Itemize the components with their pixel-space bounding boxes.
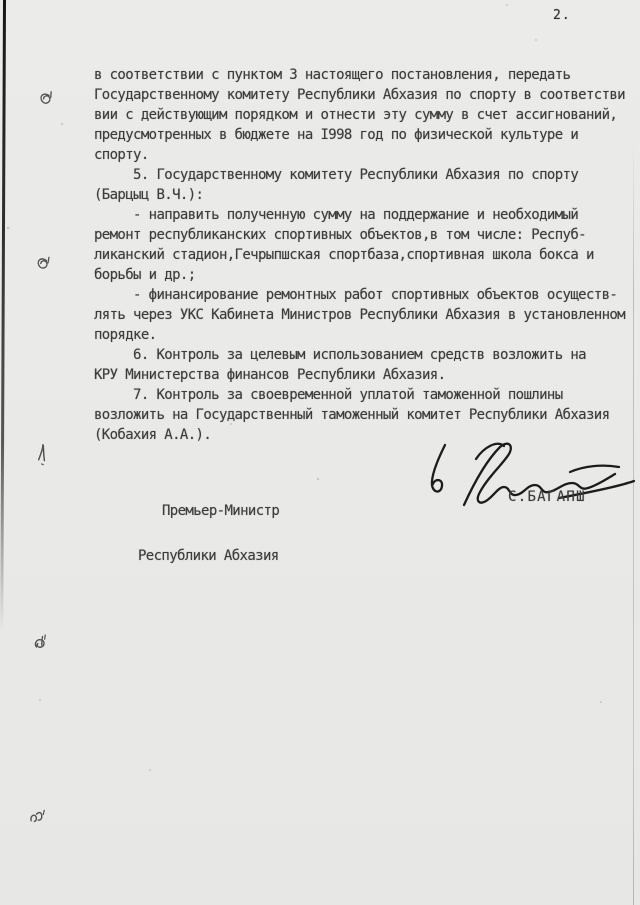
page-number: 2. <box>553 8 571 23</box>
signatory-title-line1: Премьер-Министр <box>162 503 280 519</box>
document-line: вии с действующим порядком и отнести эту сумму в счет ассигнований, <box>94 107 618 123</box>
document-line: - финансирование ремонтных работ спортивных объектов осуществ- <box>94 287 618 303</box>
document-line: спорту. <box>94 147 149 163</box>
document-line: 6. Контроль за целевым использованием средств возложить на <box>94 347 586 363</box>
document-line: предусмотренных в бюджете на I998 год по физической культуре и <box>94 127 579 143</box>
document-line: борьбы и др.; <box>94 267 196 283</box>
signer-name: С.БАГАПШ <box>508 489 586 505</box>
document-line: (Кобахия А.А.). <box>94 427 212 443</box>
document-line: КРУ Министерства финансов Республики Абхазия. <box>94 367 446 383</box>
document-line: в соответствии с пунктом 3 настоящего постановления, передать <box>94 67 571 83</box>
document-line: Государственному комитету Республики Абхазия по спорту в соответстви <box>94 87 625 103</box>
signatory-title-line2: Республики Абхазия <box>138 548 279 564</box>
document-line: 5. Государственному комитету Республики Абхазия по спорту <box>94 167 579 183</box>
document-line: лять через УКС Кабинета Министров Республики Абхазия в установленном <box>94 307 625 323</box>
document-line: порядке. <box>94 327 157 343</box>
document-line: 7. Контроль за своевременной уплатой таможенной пошлины <box>94 387 563 403</box>
document-line: возложить на Государственный таможенный комитет Республики Абхазия <box>94 407 610 423</box>
document-line: (Барцыц В.Ч.): <box>94 187 204 203</box>
document-line: ликанский стадион,Гечрыпшская спортбаза,спортивная школа бокса и <box>94 247 594 263</box>
document-line: ремонт республиканских спортивных объектов,в том числе: Респуб- <box>94 227 586 243</box>
document-line: - направить полученную сумму на поддержание и необходимый <box>94 207 579 223</box>
